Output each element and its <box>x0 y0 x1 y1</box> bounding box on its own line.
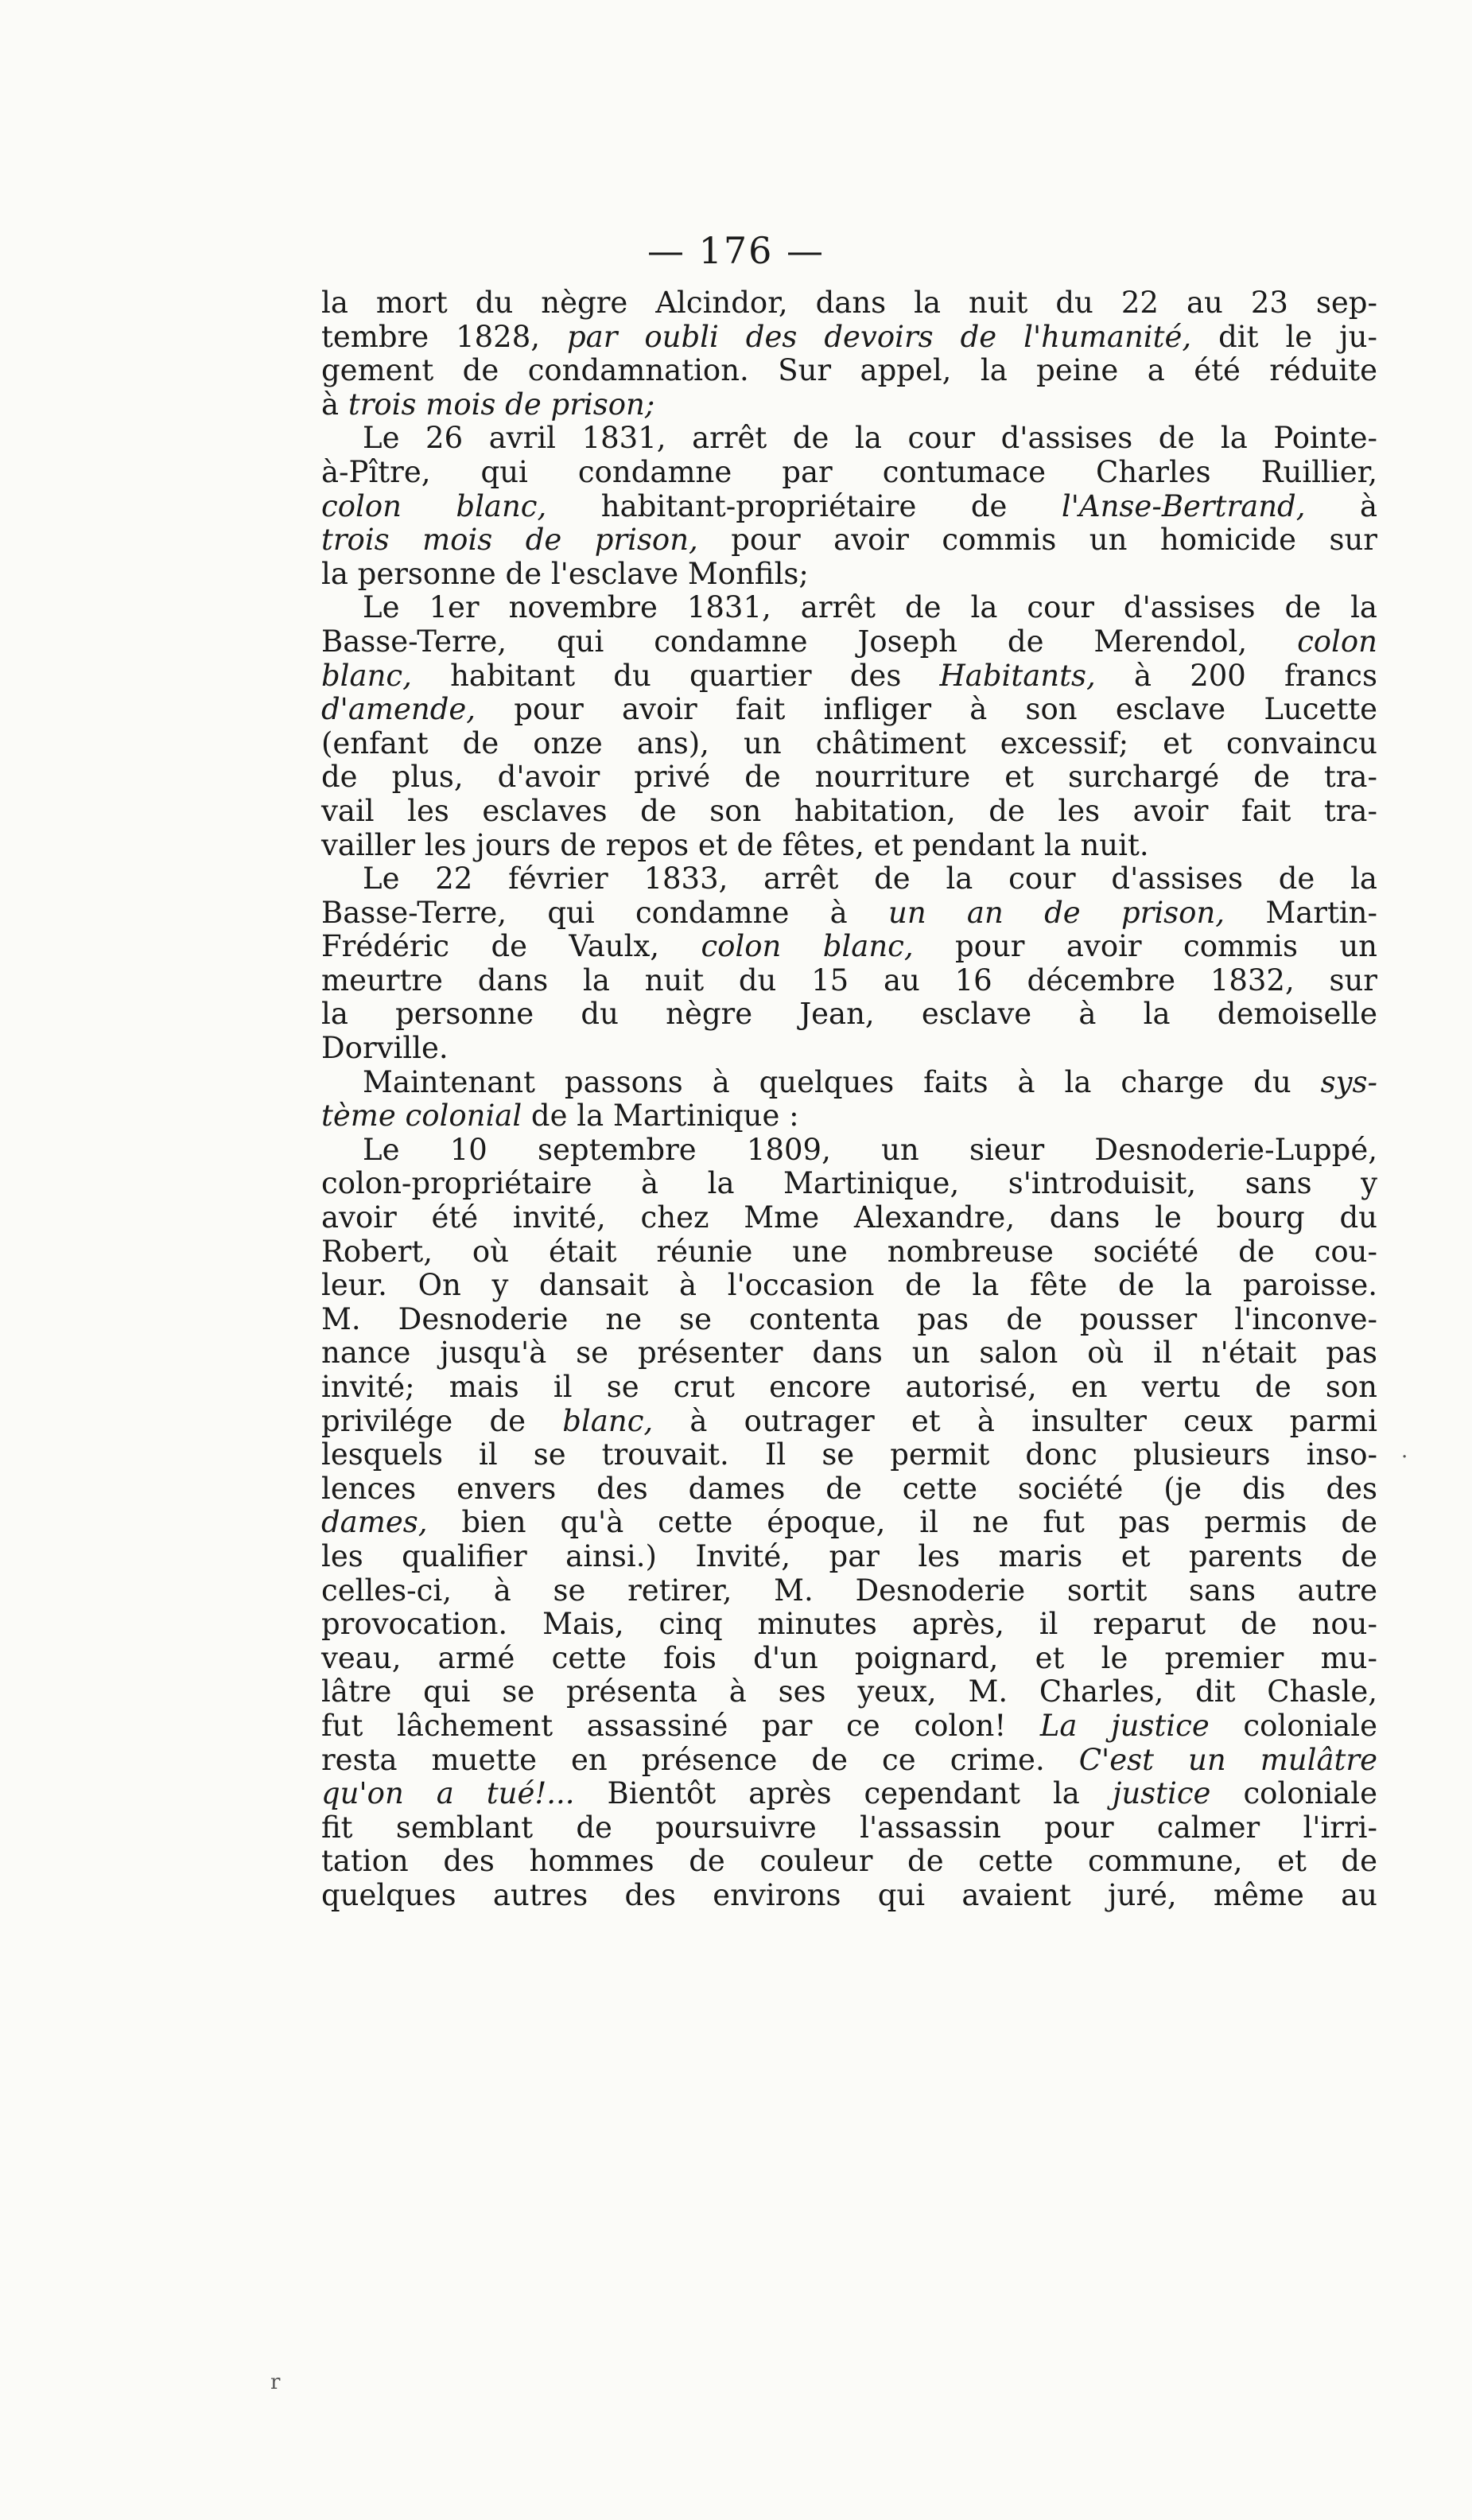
text-line <box>321 1405 1377 1439</box>
text-segment: M. Desnoderie ne se contenta pas de pousser l'inconve- <box>321 1301 1377 1336</box>
text-segment: lâtre qui se présenta à ses yeux, M. Charles, dit Chasle, <box>321 1674 1377 1709</box>
text-segment: avoir été invité, chez Mme Alexandre, dans le bourg du <box>321 1200 1377 1235</box>
text-segment: Basse-Terre, qui condamne Joseph de Merendol, <box>321 624 1298 659</box>
text-line <box>321 693 1377 727</box>
text-line <box>321 964 1377 998</box>
italic-text: justice <box>1112 1776 1211 1811</box>
text-segment: Le 1er novembre 1831, arrêt de la cour d'assises de la <box>363 590 1377 625</box>
text-segment: pour avoir commis un homicide sur <box>697 523 1377 558</box>
italic-text: colon blanc, <box>321 488 547 523</box>
text-line <box>321 625 1377 659</box>
text-line <box>321 1811 1377 1845</box>
stray-mark: r <box>270 2370 281 2394</box>
text-segment: à outrager et à insulter ceux parmi <box>653 1403 1377 1438</box>
text-segment: celles-ci, à se retirer, M. Desnoderie sortit sans autre <box>321 1573 1377 1608</box>
text-segment: la personne de l'esclave Monfils; <box>321 556 809 591</box>
text-line <box>321 1506 1377 1540</box>
text-segment: tation des hommes de couleur de cette commune, et de <box>321 1844 1377 1879</box>
text-line <box>321 558 1377 592</box>
text-line <box>321 1371 1377 1405</box>
italic-text: un an de prison, <box>887 895 1225 930</box>
italic-text: tème colonial <box>321 1099 522 1134</box>
text-line <box>321 998 1377 1032</box>
text-segment: Le 10 septembre 1809, un sieur Desnoderie-Luppé, <box>363 1132 1377 1167</box>
italic-text: dames, <box>321 1505 428 1540</box>
text-segment: invité; mais il se crut encore autorisé, en vertu de son <box>321 1370 1377 1404</box>
text-segment: pour avoir fait infliger à son esclave Lucette <box>476 692 1377 727</box>
text-segment: dit le ju- <box>1191 319 1377 354</box>
text-line <box>321 1777 1377 1811</box>
text-segment: colon-propriétaire à la Martinique, s'introduisit, sans y <box>321 1166 1377 1201</box>
text-segment: habitant-propriétaire de <box>546 488 1062 523</box>
text-line <box>321 591 1377 625</box>
text-line <box>321 1066 1377 1100</box>
text-segment: Bientôt après cependant la <box>574 1776 1113 1811</box>
text-line <box>321 829 1377 863</box>
text-segment: Le 22 février 1833, arrêt de la cour d'assises de la <box>363 861 1377 896</box>
text-line <box>321 456 1377 490</box>
text-segment: provocation. Mais, cinq minutes après, il reparut de nou- <box>321 1607 1377 1642</box>
text-segment: Basse-Terre, qui condamne à <box>321 895 888 930</box>
text-segment: les qualifier ainsi.) Invité, par les maris et parents de <box>321 1538 1377 1573</box>
text-line <box>321 1675 1377 1709</box>
text-segment: tembre 1828, <box>321 319 567 354</box>
text-line <box>321 1235 1377 1270</box>
italic-text: sys- <box>1320 1064 1377 1099</box>
text-segment: meurtre dans la nuit du 15 au 16 décembre 1832, sur <box>321 962 1377 998</box>
text-line <box>321 490 1377 524</box>
text-segment: lences envers des dames de cette société (je dis des <box>321 1471 1377 1506</box>
text-segment: à <box>1305 488 1377 523</box>
text-line <box>321 523 1377 558</box>
text-segment: à <box>321 387 348 422</box>
text-line <box>321 1303 1377 1337</box>
text-line <box>321 1269 1377 1303</box>
italic-text: blanc, <box>562 1403 654 1438</box>
text-line <box>321 727 1377 761</box>
text-line <box>321 760 1377 795</box>
text-line <box>321 422 1377 456</box>
text-segment: Maintenant passons à quelques faits à la charge du <box>363 1064 1321 1099</box>
text-segment: leur. On y dansait à l'occasion de la fête de la paroisse. <box>321 1268 1377 1303</box>
text-segment: Dorville. <box>321 1031 449 1066</box>
text-line <box>321 930 1377 964</box>
text-segment: veau, armé cette fois d'un poignard, et le premier mu- <box>321 1640 1377 1675</box>
text-line <box>321 1032 1377 1066</box>
text-segment: la mort du nègre Alcindor, dans la nuit du 22 au 23 sep- <box>321 286 1377 320</box>
text-line <box>321 1879 1377 1913</box>
text-segment: (enfant de onze ans), un châtiment excessif; et convaincu <box>321 725 1377 760</box>
text-line <box>321 1845 1377 1879</box>
text-segment: de plus, d'avoir privé de nourriture et surchargé de tra- <box>321 760 1377 795</box>
italic-text: trois mois de prison; <box>348 387 655 422</box>
text-segment: lesquels il se trouvait. Il se permit donc plusieurs inso- <box>321 1437 1377 1472</box>
text-segment: Robert, où était réunie une nombreuse société de cou- <box>321 1234 1377 1269</box>
text-segment: vail les esclaves de son habitation, de les avoir fait tra- <box>321 793 1377 828</box>
body-text <box>321 286 1377 1913</box>
text-line <box>321 1709 1377 1744</box>
page-number: — 176 — <box>647 229 825 272</box>
text-line <box>321 1472 1377 1507</box>
text-line <box>321 1438 1377 1472</box>
italic-text: La justice <box>1039 1708 1210 1743</box>
text-segment: de la Martinique : <box>522 1099 799 1134</box>
text-line <box>321 388 1377 422</box>
text-line <box>321 286 1377 321</box>
text-line <box>321 1608 1377 1642</box>
italic-text: colon <box>1297 624 1377 659</box>
text-segment: fit semblant de poursuivre l'assassin pour calmer l'irri- <box>321 1810 1377 1845</box>
text-segment: fut lâchement assassiné par ce colon! <box>321 1708 1040 1743</box>
italic-text: qu'on a tué!... <box>321 1776 575 1811</box>
text-line <box>321 795 1377 829</box>
text-segment: Le 26 avril 1831, arrêt de la cour d'assises de la Pointe- <box>363 421 1377 456</box>
text-line <box>321 1744 1377 1778</box>
italic-text: Habitants, <box>939 658 1096 693</box>
text-segment: quelques autres des environs qui avaient juré, même au <box>321 1877 1377 1912</box>
text-line <box>321 1574 1377 1608</box>
text-segment: coloniale <box>1209 1708 1377 1743</box>
stray-mark: · <box>1401 1445 1408 1469</box>
text-segment: nance jusqu'à se présenter dans un salon où il n'était pas <box>321 1336 1377 1371</box>
text-line <box>321 1201 1377 1235</box>
italic-text: colon blanc, <box>701 929 914 964</box>
text-line <box>321 354 1377 388</box>
text-segment: la personne du nègre Jean, esclave à la demoiselle <box>321 997 1377 1032</box>
text-line <box>321 659 1377 694</box>
italic-text: d'amende, <box>321 692 476 727</box>
text-segment: à 200 francs <box>1095 658 1377 693</box>
text-segment: habitant du quartier des <box>411 658 940 693</box>
text-line <box>321 1336 1377 1371</box>
text-line <box>321 1099 1377 1134</box>
text-segment: à-Pître, qui condamne par contumace Charles Ruillier, <box>321 454 1377 489</box>
text-segment: coloniale <box>1210 1776 1377 1811</box>
text-segment: Frédéric de Vaulx, <box>321 929 701 964</box>
italic-text: par oubli des devoirs de l'humanité, <box>566 319 1192 354</box>
italic-text: blanc, <box>321 658 412 693</box>
text-line <box>321 1642 1377 1676</box>
text-line <box>321 1167 1377 1201</box>
text-line <box>321 862 1377 896</box>
text-segment: Martin- <box>1225 895 1377 930</box>
text-line <box>321 896 1377 931</box>
italic-text: l'Anse-Bertrand, <box>1061 488 1306 523</box>
text-line <box>321 321 1377 355</box>
text-line <box>321 1540 1377 1574</box>
text-line <box>321 1134 1377 1168</box>
text-segment: resta muette en présence de ce crime. <box>321 1742 1079 1777</box>
text-segment: privilége de <box>321 1403 563 1438</box>
text-segment: bien qu'à cette époque, il ne fut pas permis de <box>427 1505 1377 1540</box>
text-segment: pour avoir commis un <box>913 929 1377 964</box>
italic-text: trois mois de prison, <box>321 523 698 558</box>
text-segment: vailler les jours de repos et de fêtes, et pendant la nuit. <box>321 827 1149 862</box>
italic-text: C'est un mulâtre <box>1078 1742 1377 1777</box>
text-segment: gement de condamnation. Sur appel, la peine a été réduite <box>321 353 1377 388</box>
